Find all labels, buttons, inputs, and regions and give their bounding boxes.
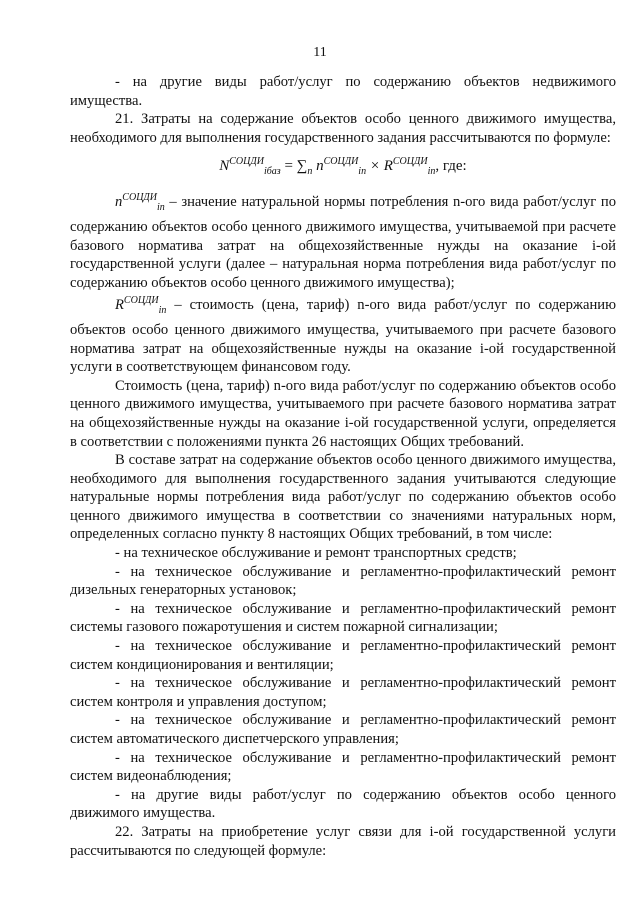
list-item: - на другие виды работ/услуг по содержанию объектов особо ценного движимого имущества. <box>70 786 616 822</box>
definition-n-symbol <box>115 192 165 214</box>
definition-n <box>70 189 616 292</box>
formula-times: × R <box>366 158 393 175</box>
list-item: - на техническое обслуживание и регламентно-профилактический ремонт систем видеонаблюдения; <box>70 749 616 785</box>
definition-r <box>70 292 616 376</box>
list-item: - на техническое обслуживание и регламентно-профилактический ремонт систем контроля и управления доступом; <box>70 675 616 710</box>
paragraph-composition: В составе затрат на содержание объектов особо ценного движимого имущества, необходимого для выполнения государственного задания учитываются следующие натуральные нормы потребления вида работ/услуг по содержанию объектов особо ценного движимого имущества в соответствии со значениями натуральных норм, определенных согласно пункту 8 настоящих Общих требований, в том числе: <box>70 452 616 543</box>
page-number: 11 <box>313 45 327 60</box>
formula-n-sup: СОЦДИ <box>323 156 359 168</box>
formula-eq: = ∑ <box>280 158 308 175</box>
definition-n-sub: in <box>157 202 165 214</box>
formula-r-sub: in <box>427 166 436 178</box>
paragraph-22: 22. Затраты на приобретение услуг связи для i-ой государственной услуги рассчитываются по следующей формуле: <box>70 823 616 859</box>
document-body <box>70 73 616 860</box>
formula-n-sub: in <box>358 166 367 178</box>
definition-n-sym: n <box>115 194 123 211</box>
paragraph-prev-list-item: - на другие виды работ/услуг по содержанию объектов недвижимого имущества. <box>70 74 616 109</box>
definition-r-sym: R <box>115 297 124 314</box>
definition-n-sup: СОЦДИ <box>122 192 157 204</box>
list-item: - на техническое обслуживание и ремонт транспортных средств; <box>115 545 517 562</box>
list-item: - на техническое обслуживание и регламентно-профилактический ремонт систем автоматического диспетчерского управления; <box>70 712 616 747</box>
list-item: - на техническое обслуживание и регламентно-профилактический ремонт дизельных генераторных установок; <box>70 563 616 599</box>
definition-r-sub: in <box>158 305 167 317</box>
definition-r-sup: СОЦДИ <box>123 295 159 307</box>
formula-sum-sub: n <box>307 166 313 178</box>
paragraph-21: 21. Затраты на содержание объектов особо ценного движимого имущества, необходимого для выполнения государственного задания рассчитываются по формуле: <box>70 111 616 146</box>
formula-lhs-sub: iбаз <box>263 166 281 178</box>
formula-n: n <box>312 158 324 175</box>
formula-socdi <box>70 151 616 183</box>
formula-lhs-sup: СОЦДИ <box>229 156 264 168</box>
list-item: - на техническое обслуживание и регламентно-профилактический ремонт системы газового пожаротушения и систем пожарной сигнализации; <box>70 600 616 636</box>
definition-r-symbol <box>115 295 167 317</box>
definition-n-text: – значение натуральной нормы потребления n-ого вида работ/услуг по содержанию объектов особо ценного движимого имущества, учитываемой при расчете базового норматива затрат на общехозяйственные нужды на оказание i-ой государственной услуги (далее – натуральная норма потребления вида работ/услуг по содержанию объектов особо ценного движимого имущества); <box>70 194 616 291</box>
formula-tail: , где: <box>435 158 467 175</box>
formula-r-sup: СОЦДИ <box>392 156 428 168</box>
definition-r-text: – стоимость (цена, тариф) n-ого вида работ/услуг по содержанию объектов особо ценного движимого имущества, учитываемого при расчете базового норматива затрат на общехозяйственные нужды на оказание i-ой государственной услуги в соответствующем финансовом году. <box>70 297 616 376</box>
list-item: - на техническое обслуживание и регламентно-профилактический ремонт систем кондиционирования и вентиляции; <box>70 638 616 673</box>
paragraph-cost: Стоимость (цена, тариф) n-ого вида работ/услуг по содержанию объектов особо ценного движимого имущества, учитываемого при расчете базового норматива затрат на общехозяйственные нужды на оказание i-ой государственной услуги, определяется в соответствии с положениями пункта 26 настоящих Общих требований. <box>70 377 616 450</box>
formula-lhs: N <box>219 158 230 175</box>
